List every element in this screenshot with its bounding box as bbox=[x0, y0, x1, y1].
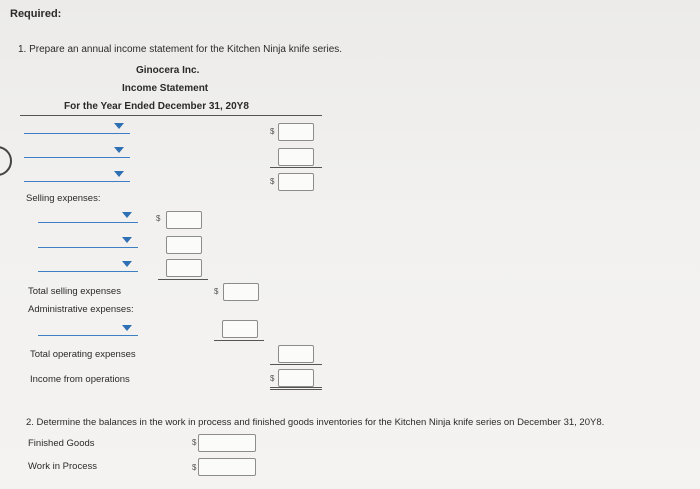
dropdown-arrow-icon bbox=[114, 171, 124, 177]
work-in-process-label: Work in Process bbox=[28, 461, 97, 472]
operating-rule bbox=[270, 364, 322, 365]
double-rule-bottom bbox=[270, 389, 322, 390]
header-rule bbox=[20, 115, 322, 116]
scroll-circle-icon[interactable] bbox=[0, 146, 12, 176]
dropdown-arrow-icon bbox=[122, 261, 132, 267]
total-selling-label: Total selling expenses bbox=[28, 286, 121, 297]
q1-prompt: 1. Prepare an annual income statement for the Kitchen Ninja knife series. bbox=[18, 44, 343, 55]
cost-input[interactable] bbox=[278, 148, 314, 166]
dollar-sign: $ bbox=[270, 177, 275, 186]
double-rule-top bbox=[270, 387, 322, 388]
selling-dropdown-2[interactable] bbox=[38, 235, 138, 248]
selling-rule bbox=[158, 279, 208, 280]
revenue-dropdown-2[interactable] bbox=[24, 145, 130, 158]
required-label: Required: bbox=[10, 8, 62, 20]
revenue-dropdown-1[interactable] bbox=[24, 121, 130, 134]
selling-input-3[interactable] bbox=[166, 259, 202, 277]
dropdown-arrow-icon bbox=[122, 325, 132, 331]
gross-profit-input[interactable] bbox=[278, 173, 314, 191]
dollar-sign: $ bbox=[192, 463, 197, 472]
subtotal-rule bbox=[270, 167, 322, 168]
selling-expenses-label: Selling expenses: bbox=[26, 193, 101, 204]
dropdown-arrow-icon bbox=[114, 123, 124, 129]
selling-input-2[interactable] bbox=[166, 236, 202, 254]
dollar-sign: $ bbox=[156, 214, 161, 223]
admin-input[interactable] bbox=[222, 320, 258, 338]
finished-goods-label: Finished Goods bbox=[28, 438, 95, 449]
dropdown-arrow-icon bbox=[122, 237, 132, 243]
revenue-dropdown-3[interactable] bbox=[24, 169, 130, 182]
admin-rule bbox=[214, 340, 264, 341]
income-operations-input[interactable] bbox=[278, 369, 314, 387]
dropdown-arrow-icon bbox=[114, 147, 124, 153]
total-operating-input[interactable] bbox=[278, 345, 314, 363]
selling-dropdown-1[interactable] bbox=[38, 210, 138, 223]
selling-input-1[interactable] bbox=[166, 211, 202, 229]
company-name: Ginocera Inc. bbox=[136, 65, 200, 76]
sales-input[interactable] bbox=[278, 123, 314, 141]
finished-goods-input[interactable] bbox=[198, 434, 256, 452]
admin-dropdown[interactable] bbox=[38, 323, 138, 336]
work-in-process-input[interactable] bbox=[198, 458, 256, 476]
statement-title: Income Statement bbox=[122, 83, 209, 94]
statement-period: For the Year Ended December 31, 20Y8 bbox=[64, 101, 249, 112]
dollar-sign: $ bbox=[192, 438, 197, 447]
selling-dropdown-3[interactable] bbox=[38, 259, 138, 272]
dollar-sign: $ bbox=[214, 287, 219, 296]
income-operations-label: Income from operations bbox=[30, 374, 130, 385]
dollar-sign: $ bbox=[270, 374, 275, 383]
admin-expenses-label: Administrative expenses: bbox=[28, 304, 134, 315]
q2-prompt: 2. Determine the balances in the work in process and finished goods inventories for the Kitchen Ninja knife series on December 31, 20Y8. bbox=[26, 417, 605, 428]
dropdown-arrow-icon bbox=[122, 212, 132, 218]
total-operating-label: Total operating expenses bbox=[30, 349, 136, 360]
total-selling-input[interactable] bbox=[223, 283, 259, 301]
dollar-sign: $ bbox=[270, 127, 275, 136]
